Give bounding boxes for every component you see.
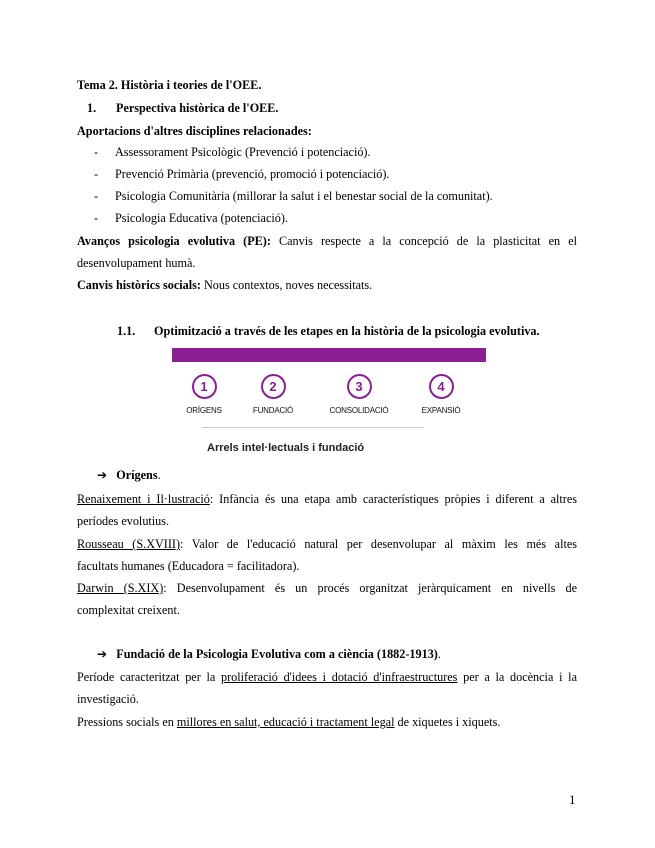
stage-origens: [174, 374, 234, 415]
origens-p2-line-2: facultats humanes (Educadora = facilitadora).: [77, 559, 300, 573]
canvis-label: Canvis històrics socials:: [77, 278, 201, 292]
avancos-line-1: Avanços psicologia evolutiva (PE): Canvis respecte a la concepció de la plasticitat en el: [77, 234, 578, 248]
list-item-text: Assessorament Psicològic (Prevenció i potenciació).: [115, 145, 371, 159]
section-1-1-label: Optimització a través de les etapes en la història de la psicologia evolutiva.: [154, 324, 540, 338]
stage-fundacio: [243, 374, 303, 415]
list-bullet: -: [94, 145, 99, 159]
stage-consolidacio: [329, 374, 389, 415]
stage-label: ORÍGENS: [186, 406, 222, 415]
arrow-icon: ➔: [97, 647, 108, 661]
stage-expansio: [411, 374, 471, 415]
section-1-1-number: 1.1.: [117, 324, 136, 338]
term-rousseau: Rousseau (S.XVIII): [77, 537, 181, 551]
fundacio-p1-line-2: investigació.: [77, 692, 139, 706]
origens-p1-line-2: períodes evolutius.: [77, 514, 170, 528]
term-renaixement: Renaixement i Il·lustració: [77, 492, 210, 506]
fundacio-heading: ➔ Fundació de la Psicologia Evolutiva com a ciència (1882-1913).: [97, 647, 441, 661]
fundacio-p2: Pressions socials en millores en salut, educació i tractament legal de xiquetes i xiquets.: [77, 715, 501, 729]
term-darwin: Darwin (S.XIX): [77, 581, 164, 595]
list-bullet: -: [94, 167, 99, 181]
underlined-phrase: millores en salut, educació i tractament legal: [176, 715, 395, 729]
stage-number-circle: 4: [429, 374, 454, 399]
avancos-line-2: desenvolupament humà.: [77, 256, 196, 270]
timeline-bar: [172, 348, 486, 362]
page-number: 1: [569, 792, 576, 807]
stages-diagram: [172, 348, 486, 458]
diagram-caption: Arrels intel·lectuals i fundació: [207, 442, 365, 454]
list-item-text: Prevenció Primària (prevenció, promoció i potenciació).: [115, 167, 390, 181]
section-1-number: 1.: [87, 101, 97, 115]
origens-p3-line-1: Darwin (S.XIX): Desenvolupament és un procés organitzat jeràrquicament en nivells de: [77, 581, 578, 595]
section-1-label: Perspectiva històrica de l'OEE.: [116, 101, 279, 115]
stage-label: EXPANSIÓ: [421, 406, 461, 415]
document-title: Tema 2. Història i teories de l'OEE.: [77, 78, 262, 92]
underlined-phrase: proliferació d'idees i dotació d'infraestructures: [221, 670, 458, 684]
origens-p2-line-1: Rousseau (S.XVIII): Valor de l'educació natural per desenvolupar al màxim les més altes: [77, 537, 577, 551]
aportacions-heading: Aportacions d'altres disciplines relacionades:: [77, 124, 312, 138]
stage-number-circle: 1: [192, 374, 217, 399]
arrow-icon: ➔: [97, 468, 108, 482]
stage-label: FUNDACIÓ: [252, 406, 294, 415]
stage-number-circle: 3: [347, 374, 372, 399]
stage-label: CONSOLIDACIÓ: [329, 406, 389, 415]
origens-p1-line-1: Renaixement i Il·lustració: Infància és una etapa amb característiques pròpies i diferent a altres: [77, 492, 578, 506]
fundacio-p1-line-1: Període caracteritzat per la proliferació d'idees i dotació d'infraestructures per a la docència i la: [77, 670, 577, 684]
list-item-text: Psicologia Educativa (potenciació).: [115, 211, 288, 225]
canvis-paragraph: Canvis històrics socials: Nous contextos, noves necessitats.: [77, 278, 373, 292]
list-bullet: -: [94, 189, 99, 203]
diagram-divider: [202, 427, 424, 428]
origens-heading: ➔ Orígens.: [97, 468, 161, 482]
list-item-text: Psicologia Comunitària (millorar la salut i el benestar social de la comunitat).: [115, 189, 493, 203]
stage-number-circle: 2: [261, 374, 286, 399]
avancos-label: Avanços psicologia evolutiva (PE):: [77, 234, 271, 248]
origens-p3-line-2: complexitat creixent.: [77, 603, 180, 617]
list-bullet: -: [94, 211, 99, 225]
